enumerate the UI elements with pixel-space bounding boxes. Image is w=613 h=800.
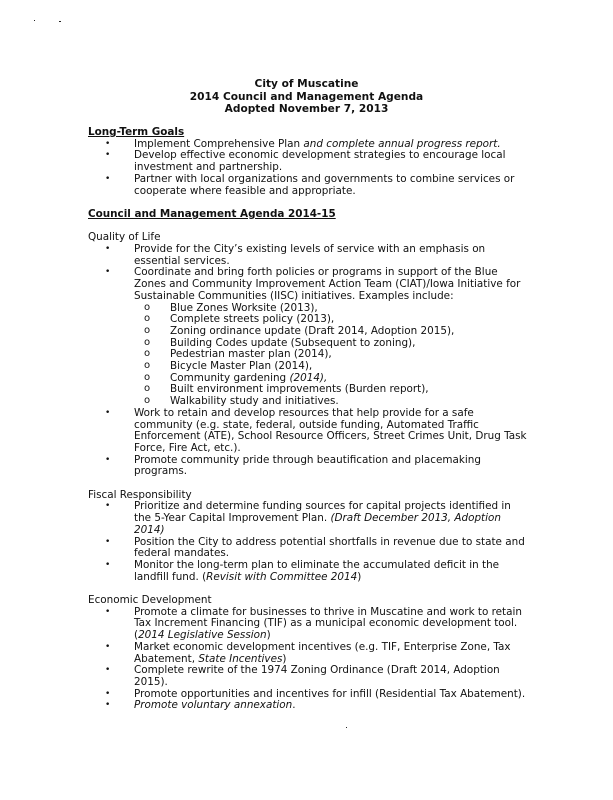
agenda-item xyxy=(88,607,528,642)
examples-list xyxy=(88,303,528,408)
circle-bullet-icon: o xyxy=(144,383,151,395)
agenda-item xyxy=(88,537,528,560)
goal-text: Partner with local organizations and governments to combine services or cooperate where feasible and appropriate. xyxy=(134,172,515,197)
quality-of-life-title: Quality of Life xyxy=(88,231,161,244)
scan-speck xyxy=(59,21,61,22)
goal-item xyxy=(88,174,528,197)
example-text: Bicycle Master Plan (2014), xyxy=(170,360,313,373)
agenda-item-text: Complete rewrite of the 1974 Zoning Ordinance (Draft 2014, Adoption 2015). xyxy=(134,664,500,688)
agenda-item-suffix: . xyxy=(292,699,296,712)
economic-development-title: Economic Development xyxy=(88,594,212,607)
bullet-icon: • xyxy=(105,559,111,570)
agenda-item-suffix: ) xyxy=(266,629,271,642)
goal-item xyxy=(88,150,528,173)
scan-speck xyxy=(34,20,35,21)
circle-bullet-icon: o xyxy=(144,324,151,336)
agenda-item xyxy=(88,700,528,712)
example-text-italic: (2014), xyxy=(289,371,328,384)
agenda-item-text: Market economic development incentives (e.g. TIF, Enterprise Zone, Tax Abatement, xyxy=(134,640,511,665)
goal-text: Implement Comprehensive Plan xyxy=(134,137,304,150)
example-text: Blue Zones Worksite (2013), xyxy=(170,301,318,314)
agenda-item-text: Promote opportunities and incentives for infill (Residential Tax Abatement). xyxy=(134,687,526,700)
example-text: Walkability study and initiatives. xyxy=(170,395,339,408)
fiscal-responsibility-title: Fiscal Responsibility xyxy=(88,488,192,501)
goal-text: Develop effective economic development strategies to encourage local investment and partnership. xyxy=(134,149,506,174)
scan-speck xyxy=(346,727,347,728)
agenda-item-text: Promote community pride through beautification and placemaking programs. xyxy=(134,453,481,478)
circle-bullet-icon: o xyxy=(144,348,151,360)
agenda-item xyxy=(88,244,528,267)
example-text: Complete streets policy (2013), xyxy=(170,313,335,326)
bullet-icon: • xyxy=(105,536,111,547)
agenda-item-italic: 2014 Legislative Session xyxy=(138,629,267,642)
agenda-item-italic: (Draft December 2013, Adoption 2014) xyxy=(134,512,501,536)
bullet-icon: • xyxy=(105,665,111,676)
agenda-item xyxy=(88,267,528,302)
circle-bullet-icon: o xyxy=(144,313,151,325)
bullet-icon: • xyxy=(105,267,111,278)
circle-bullet-icon: o xyxy=(144,360,151,372)
document-title: 2014 Council and Management Agenda xyxy=(189,90,424,103)
agenda-item xyxy=(88,501,528,536)
agenda-item-text: Prioritize and determine funding sources for capital projects identified in the 5-Year Capital Improvement Plan. xyxy=(134,500,511,525)
agenda-item-suffix: ) xyxy=(282,652,287,665)
agenda-item-text: Monitor the long-term plan to eliminate the accumulated deficit in the landfill fund. ( xyxy=(134,558,500,583)
agenda-heading: Council and Management Agenda 2014-15 xyxy=(88,207,336,220)
goal-text-italic: and complete annual progress report. xyxy=(303,137,501,150)
bullet-icon: • xyxy=(105,407,111,418)
bullet-icon: • xyxy=(105,454,111,465)
bullet-icon: • xyxy=(105,150,111,161)
example-text: Zoning ordinance update (Draft 2014, Adoption 2015), xyxy=(170,324,455,337)
circle-bullet-icon: o xyxy=(144,395,151,407)
example-text: Pedestrian master plan (2014), xyxy=(170,348,332,361)
agenda-item-italic: Promote voluntary annexation xyxy=(134,699,293,712)
long-term-goals-heading: Long-Term Goals xyxy=(88,126,185,138)
bullet-icon: • xyxy=(105,138,111,149)
bullet-icon: • xyxy=(105,641,111,652)
agenda-item-italic: State Incentives xyxy=(198,652,283,665)
bullet-icon: • xyxy=(105,688,111,699)
circle-bullet-icon: o xyxy=(144,371,151,383)
example-text: Building Codes update (Subsequent to zoning), xyxy=(170,336,416,349)
bullet-icon: • xyxy=(105,606,111,617)
bullet-icon: • xyxy=(105,700,111,711)
agenda-item-text: Work to retain and develop resources that help provide for a safe community (e.g. state, federal, outside funding, Automated Traffic Enforcement (ATE), School Resource Officers, Street Crimes Unit, Drug Task Force, Fire Act, etc.). xyxy=(134,406,527,454)
org-name: City of Muscatine xyxy=(254,78,359,90)
agenda-item-text: Promote a climate for businesses to thrive in Muscatine and work to retain Tax Increment Financing (TIF) as a municipal economic development tool. ( xyxy=(134,605,522,642)
agenda-item xyxy=(88,408,528,455)
adoption-date: Adopted November 7, 2013 xyxy=(224,103,389,115)
circle-bullet-icon: o xyxy=(144,301,151,313)
example-text: Community gardening xyxy=(170,371,290,384)
circle-bullet-icon: o xyxy=(144,336,151,348)
agenda-item xyxy=(88,642,528,665)
long-term-goals-section xyxy=(88,127,528,712)
agenda-item-italic: Revisit with Committee 2014 xyxy=(206,570,358,583)
agenda-item xyxy=(88,560,528,583)
bullet-icon: • xyxy=(105,501,111,512)
agenda-item-suffix: ) xyxy=(357,570,362,583)
agenda-item-text: Position the City to address potential shortfalls in revenue due to state and federal mandates. xyxy=(134,535,525,560)
agenda-item-text: Provide for the City’s existing levels of service with an emphasis on essential services. xyxy=(134,243,486,267)
agenda-item xyxy=(88,455,528,478)
bullet-icon: • xyxy=(105,244,111,254)
bullet-icon: • xyxy=(105,173,111,184)
example-text: Built environment improvements (Burden report), xyxy=(170,383,429,396)
document-header xyxy=(0,78,613,116)
agenda-item-text: Coordinate and bring forth policies or programs in support of the Blue Zones and Community Improvement Action Team (CIAT)/Iowa Initiative for Sustainable Communities (IISC) initiatives. Examples include: xyxy=(134,266,521,302)
agenda-item xyxy=(88,665,528,688)
